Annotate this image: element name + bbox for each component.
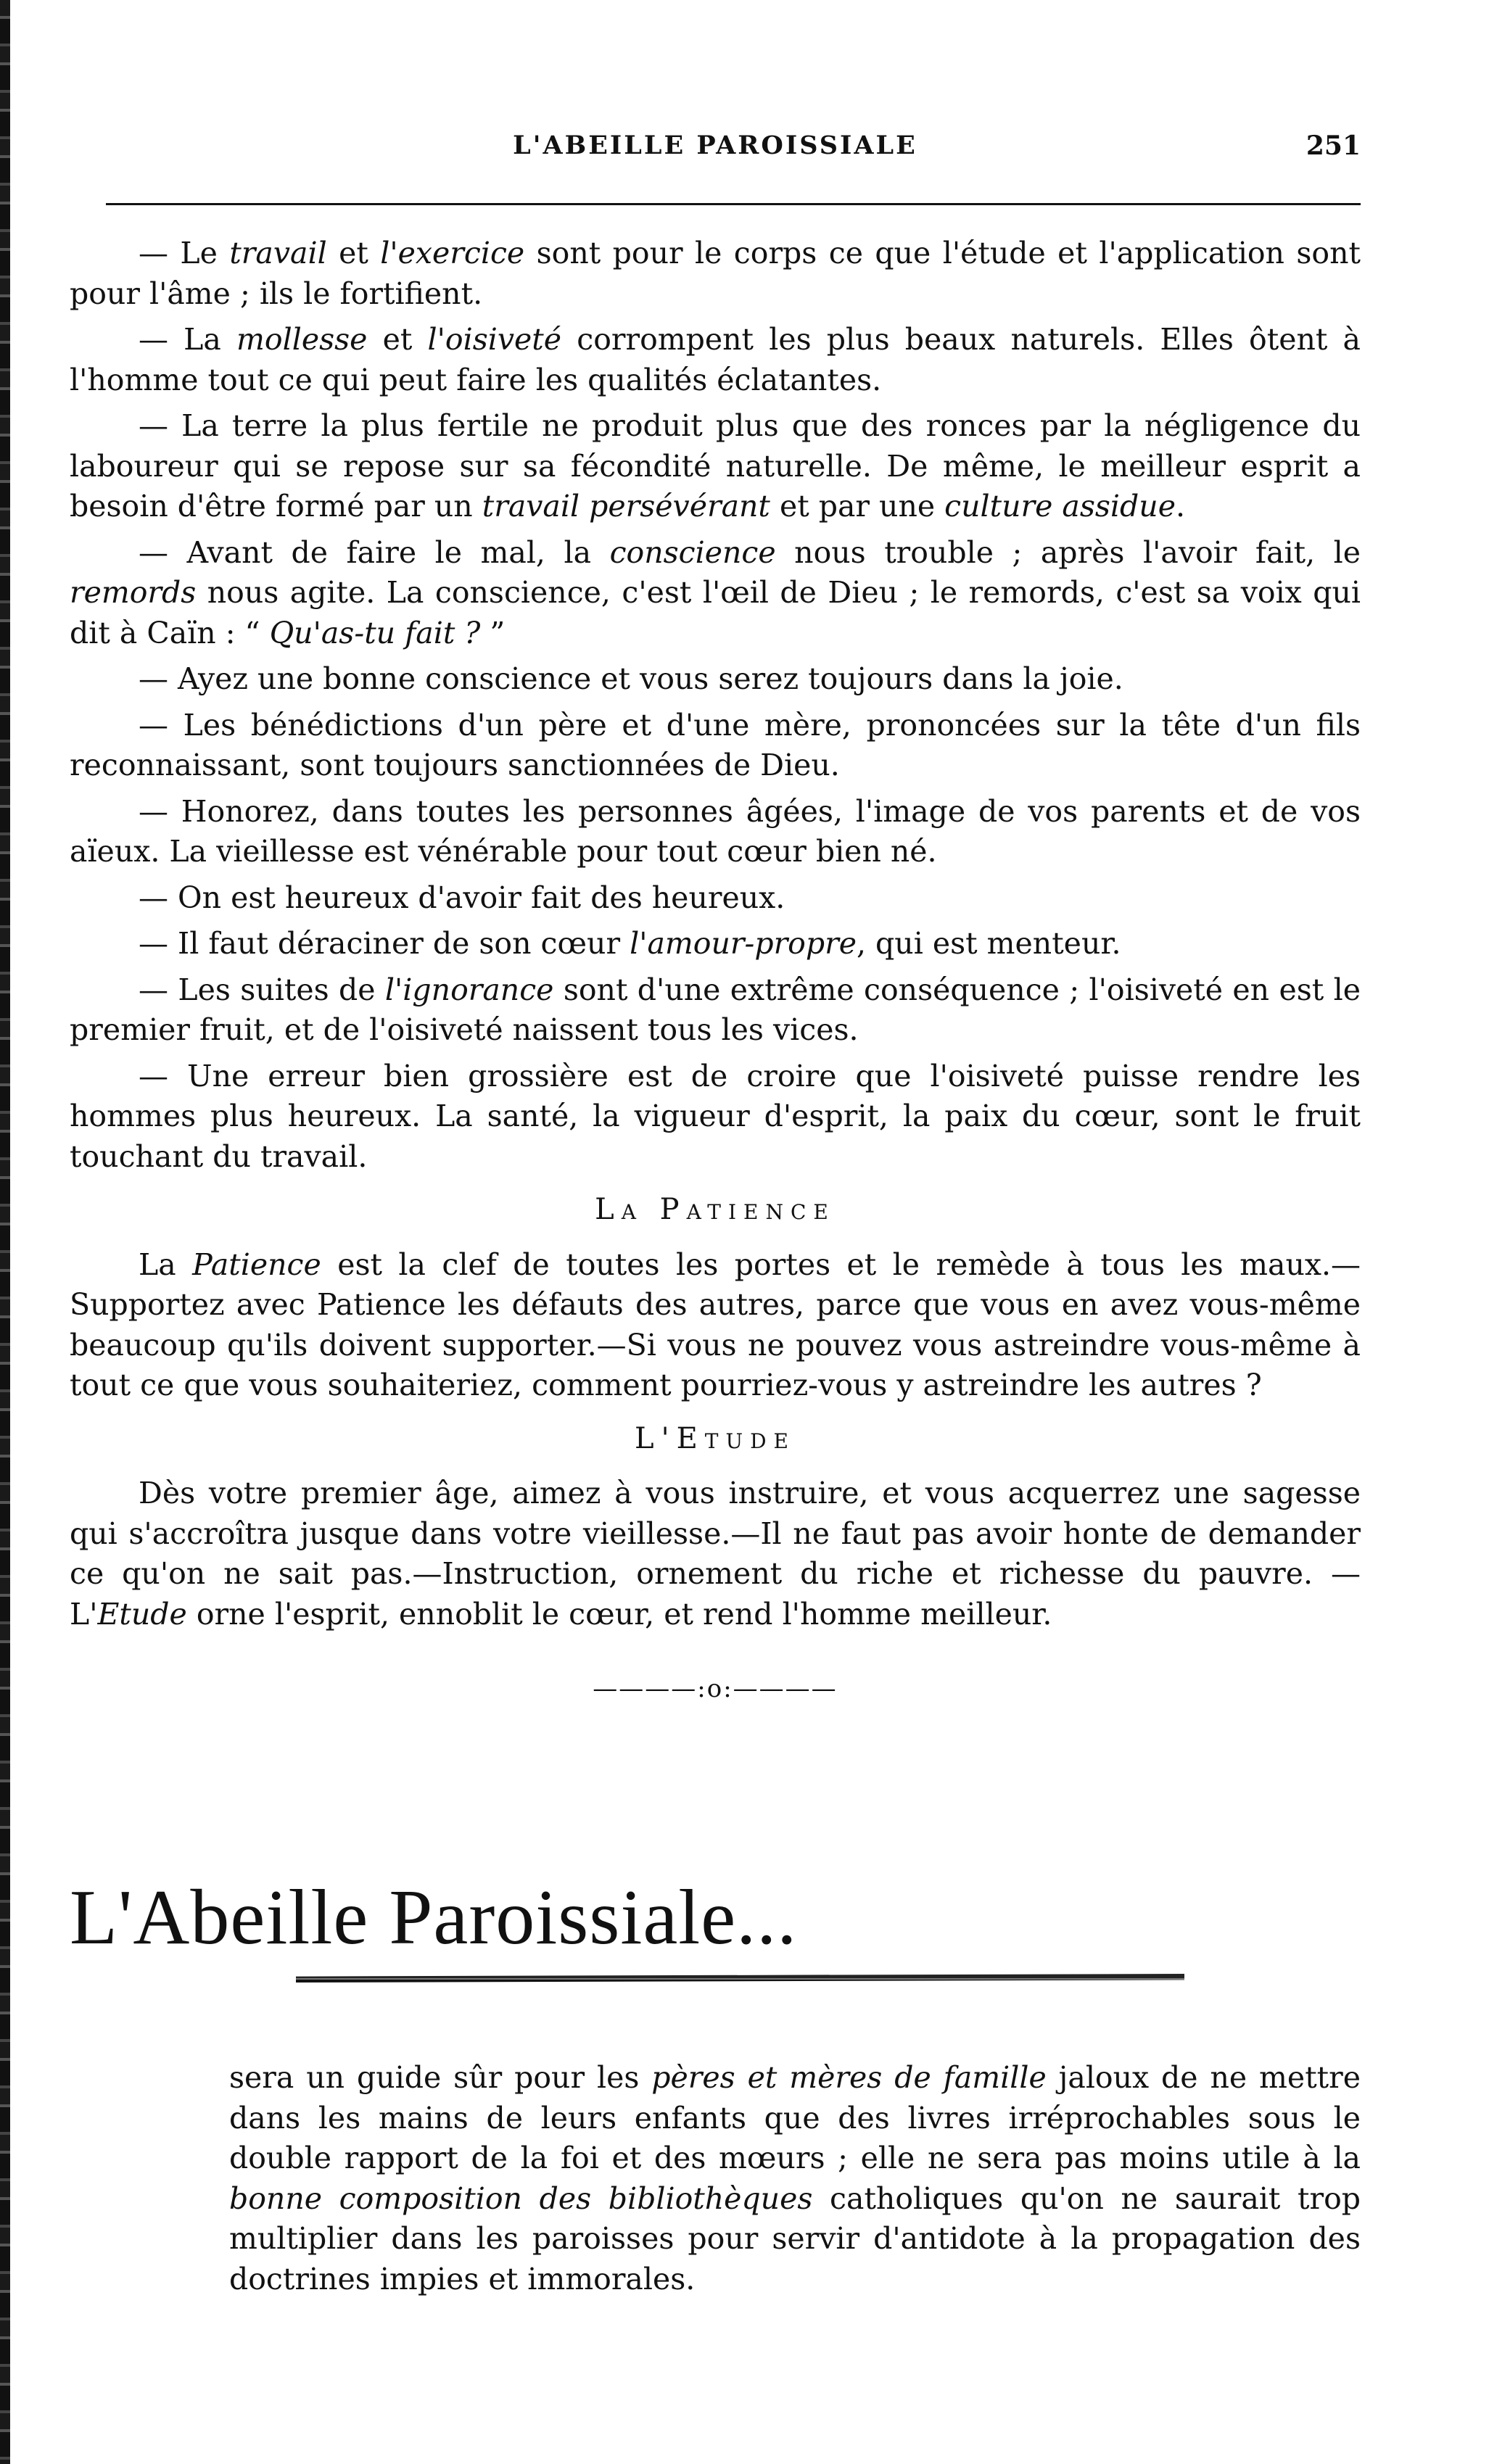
section-separator: ————:o:———— <box>593 1674 838 1703</box>
section-heading-patience: La Patience <box>595 1193 836 1226</box>
book-page <box>70 0 1361 2464</box>
maxim-paragraph: — Ayez une bonne conscience et vous serez toujours dans la joie. <box>139 661 1123 696</box>
maxim-paragraph: — Les suites de l'ignorance sont d'une extrême conséquence ; l'oisiveté en est le premier fruit, et de l'oisiveté naissent tous les vices. <box>70 972 1361 1047</box>
page-number: 251 <box>1306 131 1361 161</box>
maxim-paragraph: — La terre la plus fertile ne produit plus que des ronces par la négligence du laboureur qui se repose sur sa fécondité naturelle. De même, le meilleur esprit a besoin d'être formé par un travail persévérant et par une culture assidue. <box>70 408 1361 524</box>
advertisement-title: L'Abeille Paroissiale... <box>70 1874 798 1961</box>
running-head <box>70 131 1361 174</box>
maxim-paragraph: — Honorez, dans toutes les personnes âgées, l'image de vos parents et de vos aïeux. La vieillesse est vénérable pour tout cœur bien né. <box>70 793 1361 869</box>
header-rule <box>106 203 1361 205</box>
page-body <box>70 233 1361 1732</box>
maxim-paragraph: — Les bénédictions d'un père et d'une mère, prononcées sur la tête d'un fils reconnaissant, sont toujours sanctionnées de Dieu. <box>70 707 1361 782</box>
maxim-paragraph: — On est heureux d'avoir fait des heureux. <box>139 880 785 915</box>
maxim-paragraph: — Avant de faire le mal, la conscience nous trouble ; après l'avoir fait, le remords nous agite. La conscience, c'est l'œil de Dieu ; le remords, c'est sa voix qui dit à Caïn : “ Qu'as-tu fait ? ” <box>70 534 1361 650</box>
page-spine-shadow <box>0 0 10 2464</box>
maxim-paragraph: — La mollesse et l'oisiveté corrompent les plus beaux naturels. Elles ôtent à l'homme tout ce qui peut faire les qualités éclatantes. <box>70 322 1361 397</box>
etude-paragraph: Dès votre premier âge, aimez à vous instruire, et vous acquerrez une sagesse qui s'accroîtra jusque dans votre vieillesse.—Il ne faut pas avoir honte de demander ce qu'on ne sait pas.—Instruction, ornement du riche et richesse du pauvre. — L'Etude orne l'esprit, ennoblit le cœur, et rend l'homme meilleur. <box>70 1476 1361 1632</box>
patience-paragraph: La Patience est la clef de toutes les portes et le remède à tous les maux.— Supportez avec Patience les défauts des autres, parce que vous en avez vous-même beaucoup qu'ils doivent supporter.—Si vous ne pouvez vous astreindre vous-même à tout ce que vous souhaiteriez, comment pourriez-vous y astreindre les autres ? <box>70 1247 1361 1402</box>
maxim-paragraph: — Une erreur bien grossière est de croire que l'oisiveté puisse rendre les hommes plus heureux. La santé, la vigueur d'esprit, la paix du cœur, sont le fruit touchant du travail. <box>70 1058 1361 1174</box>
running-title: L'ABEILLE PAROISSIALE <box>513 131 917 160</box>
advertisement-rule <box>296 1974 1184 1983</box>
advertisement-paragraph: sera un guide sûr pour les pères et mères de famille jaloux de ne mettre dans les mains de leurs enfants que des livres irréprochables sous le double rapport de la foi et des mœurs ; elle ne sera pas moins utile à la bonne composition des bibliothèques catholiques qu'on ne saurait trop multiplier dans les paroisses pour servir d'antidote à la propagation des doctrines impies et immorales. <box>229 2060 1361 2296</box>
maxim-paragraph: — Le travail et l'exercice sont pour le corps ce que l'étude et l'application sont pour l'âme ; ils le fortifient. <box>70 236 1361 311</box>
maxim-paragraph: — Il faut déraciner de son cœur l'amour-propre, qui est menteur. <box>139 926 1121 961</box>
section-heading-etude: L'Etude <box>635 1421 796 1455</box>
